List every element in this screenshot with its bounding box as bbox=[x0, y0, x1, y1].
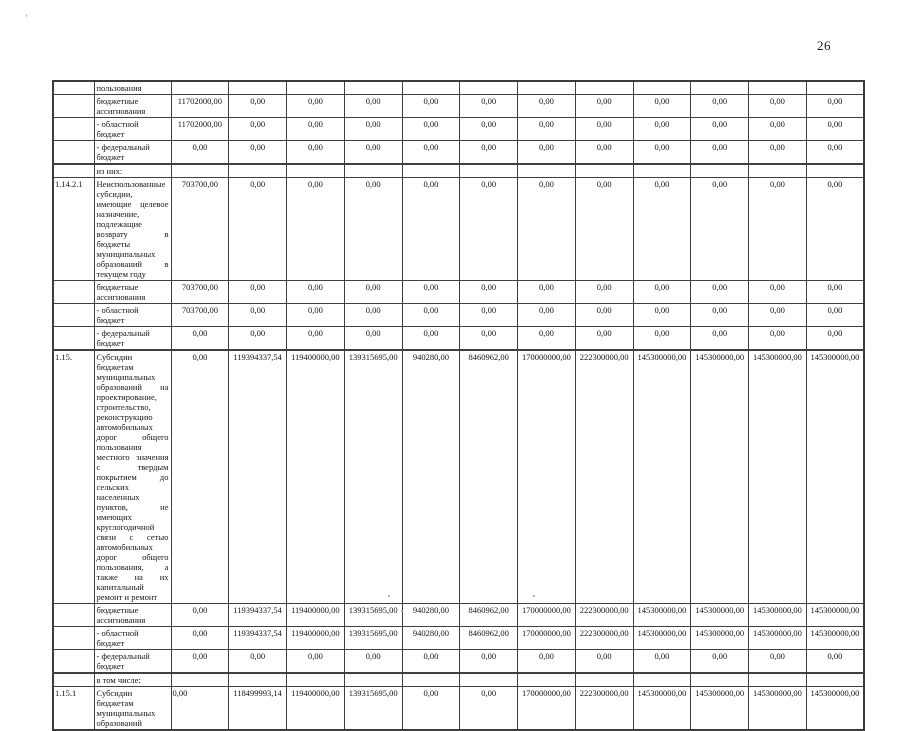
value-cell: 0,00 bbox=[402, 95, 460, 118]
value-cell: 145300000,00 bbox=[749, 604, 807, 627]
row-label-cell: бюджетные ассигнования bbox=[94, 95, 171, 118]
value-cell: 145300000,00 bbox=[633, 687, 691, 731]
value-cell: 703700,00 bbox=[171, 178, 229, 281]
value-cell: 0,00 bbox=[691, 304, 749, 327]
row-number-cell: 1.14.2.1 bbox=[53, 178, 94, 281]
value-cell: 0,00 bbox=[633, 95, 691, 118]
row-label-cell: бюджетные ассигнования bbox=[94, 604, 171, 627]
table-row bbox=[53, 327, 864, 351]
value-cell: 0,00 bbox=[287, 95, 345, 118]
row-number-cell bbox=[53, 95, 94, 118]
value-cell: 0,00 bbox=[402, 118, 460, 141]
value-cell: 0,00 bbox=[806, 141, 864, 165]
row-label-cell: - федеральный бюджет bbox=[94, 327, 171, 351]
value-cell bbox=[633, 673, 691, 687]
value-cell: 170000000,00 bbox=[518, 627, 576, 650]
table-row bbox=[53, 350, 864, 604]
value-cell: 8460962,00 bbox=[460, 627, 518, 650]
value-cell: 139315695,00 bbox=[344, 627, 402, 650]
value-cell: 0,00 bbox=[402, 327, 460, 351]
value-cell: 0,00 bbox=[344, 281, 402, 304]
row-number-cell bbox=[53, 327, 94, 351]
value-cell: 0,00 bbox=[633, 118, 691, 141]
value-cell: 145300000,00 bbox=[691, 627, 749, 650]
value-cell: 0,00 bbox=[691, 327, 749, 351]
value-cell: 0,00 bbox=[344, 141, 402, 165]
value-cell: 0,00 bbox=[171, 627, 229, 650]
row-label-cell: - областной бюджет bbox=[94, 627, 171, 650]
value-cell bbox=[229, 81, 287, 95]
value-cell: 0,00 bbox=[749, 95, 807, 118]
value-cell: 170000000,00 bbox=[518, 350, 576, 604]
value-cell bbox=[691, 81, 749, 95]
value-cell: 0,00 bbox=[749, 141, 807, 165]
value-cell: 0,00 bbox=[171, 350, 229, 604]
value-cell: 0,00 bbox=[460, 304, 518, 327]
value-cell bbox=[287, 164, 345, 178]
value-cell: 0,00 bbox=[171, 141, 229, 165]
value-cell: 0,00 bbox=[633, 141, 691, 165]
value-cell: 145300000,00 bbox=[633, 604, 691, 627]
value-cell: 0,00 bbox=[229, 650, 287, 674]
value-cell: 170000000,00 bbox=[518, 687, 576, 731]
value-cell: 145300000,00 bbox=[749, 350, 807, 604]
value-cell bbox=[344, 673, 402, 687]
value-cell: 0,00 bbox=[344, 178, 402, 281]
value-cell: 145300000,00 bbox=[806, 687, 864, 731]
row-number-cell bbox=[53, 604, 94, 627]
value-cell: 940280,00 bbox=[402, 350, 460, 604]
table-row bbox=[53, 650, 864, 674]
value-cell bbox=[691, 673, 749, 687]
value-cell: 0,00 bbox=[460, 95, 518, 118]
value-cell bbox=[518, 164, 576, 178]
value-cell: 222300000,00 bbox=[575, 604, 633, 627]
value-cell: 0,00 bbox=[171, 650, 229, 674]
value-cell: 0,00 bbox=[691, 178, 749, 281]
value-cell: 119400000,00 bbox=[287, 350, 345, 604]
table-row bbox=[53, 687, 864, 731]
row-number-cell: 1.15.1 bbox=[53, 687, 94, 731]
table-row bbox=[53, 81, 864, 95]
value-cell: 145300000,00 bbox=[749, 687, 807, 731]
value-cell: 0,00 bbox=[460, 327, 518, 351]
value-cell: 0,00 bbox=[691, 281, 749, 304]
value-cell: 0,00 bbox=[575, 178, 633, 281]
row-number-cell bbox=[53, 141, 94, 165]
value-cell: 0,00 bbox=[287, 141, 345, 165]
value-cell: 0,00 bbox=[575, 327, 633, 351]
value-cell: 0,00 bbox=[402, 141, 460, 165]
value-cell bbox=[518, 673, 576, 687]
value-cell: 0,00 bbox=[402, 650, 460, 674]
value-cell bbox=[229, 673, 287, 687]
value-cell bbox=[344, 164, 402, 178]
row-label-cell: из них: bbox=[94, 164, 171, 178]
row-number-cell bbox=[53, 627, 94, 650]
value-cell: 0,00 bbox=[287, 327, 345, 351]
value-cell: 0,00 bbox=[575, 95, 633, 118]
scan-artifact bbox=[533, 595, 535, 597]
value-cell: 0,00 bbox=[749, 650, 807, 674]
value-cell: 11702000,00 bbox=[171, 95, 229, 118]
value-cell: 0,00 bbox=[518, 281, 576, 304]
value-cell: 0,00 bbox=[518, 95, 576, 118]
row-number-cell bbox=[53, 281, 94, 304]
value-cell: 0,00 bbox=[344, 650, 402, 674]
value-cell: 0,00 bbox=[806, 327, 864, 351]
value-cell: 0,00 bbox=[806, 118, 864, 141]
value-cell: 0,00 bbox=[575, 118, 633, 141]
value-cell: 0,00 bbox=[171, 327, 229, 351]
value-cell: 0,00 bbox=[633, 178, 691, 281]
value-cell bbox=[806, 164, 864, 178]
value-cell: 0,00 bbox=[575, 650, 633, 674]
value-cell: 0,00 bbox=[402, 178, 460, 281]
value-cell: 0,00 bbox=[749, 281, 807, 304]
value-cell: 119400000,00 bbox=[287, 627, 345, 650]
budget-table-body bbox=[53, 81, 864, 730]
row-number-cell bbox=[53, 650, 94, 674]
value-cell bbox=[171, 673, 229, 687]
value-cell bbox=[229, 164, 287, 178]
row-label-cell: - областной бюджет bbox=[94, 118, 171, 141]
value-cell: 222300000,00 bbox=[575, 687, 633, 731]
value-cell bbox=[287, 81, 345, 95]
value-cell: 119394337,54 bbox=[229, 350, 287, 604]
value-cell: 703700,00 bbox=[171, 304, 229, 327]
value-cell: 0,00 bbox=[806, 178, 864, 281]
value-cell: 0,00 bbox=[229, 281, 287, 304]
value-cell bbox=[287, 673, 345, 687]
row-number-cell: 1.15. bbox=[53, 350, 94, 604]
value-cell: 145300000,00 bbox=[691, 350, 749, 604]
value-cell: 0,00 bbox=[691, 650, 749, 674]
value-cell: 0,00 bbox=[749, 304, 807, 327]
value-cell: 222300000,00 bbox=[575, 627, 633, 650]
value-cell: 119394337,54 bbox=[229, 604, 287, 627]
value-cell: 0,00 bbox=[229, 118, 287, 141]
value-cell: 0,00 bbox=[460, 281, 518, 304]
value-cell: 11702000,00 bbox=[171, 118, 229, 141]
value-cell: 0,00 bbox=[402, 304, 460, 327]
value-cell: 0,00 bbox=[575, 304, 633, 327]
value-cell: 0,00 bbox=[229, 327, 287, 351]
value-cell: 145300000,00 bbox=[806, 627, 864, 650]
value-cell bbox=[402, 81, 460, 95]
value-cell: 940280,00 bbox=[402, 604, 460, 627]
value-cell: 145300000,00 bbox=[749, 627, 807, 650]
row-label-cell: Неиспользованные субсидии, имеющие целевое назначение, подлежащие возврату в бюджеты муниципальных образований в текущем году bbox=[94, 178, 171, 281]
table-row bbox=[53, 673, 864, 687]
value-cell: 0,00 bbox=[518, 327, 576, 351]
value-cell: 0,00 bbox=[806, 304, 864, 327]
value-cell: 0,00 bbox=[691, 141, 749, 165]
budget-table bbox=[52, 80, 865, 731]
value-cell: 139315695,00 bbox=[344, 687, 402, 731]
value-cell bbox=[575, 81, 633, 95]
row-number-cell bbox=[53, 673, 94, 687]
value-cell: 145300000,00 bbox=[691, 604, 749, 627]
table-row bbox=[53, 281, 864, 304]
value-cell: 0,00 bbox=[229, 304, 287, 327]
row-label-cell: в том числе: bbox=[94, 673, 171, 687]
table-row bbox=[53, 118, 864, 141]
value-cell: 0,00 bbox=[402, 281, 460, 304]
table-row bbox=[53, 604, 864, 627]
value-cell bbox=[402, 673, 460, 687]
value-cell: 170000000,00 bbox=[518, 604, 576, 627]
value-cell bbox=[575, 673, 633, 687]
value-cell bbox=[460, 81, 518, 95]
value-cell: 0,00 bbox=[460, 118, 518, 141]
value-cell: 0,00 bbox=[749, 118, 807, 141]
value-cell: 0,00 bbox=[287, 650, 345, 674]
value-cell bbox=[806, 81, 864, 95]
value-cell: 0,00 bbox=[171, 604, 229, 627]
table-row bbox=[53, 178, 864, 281]
row-label-cell: Субсидии бюджетам муниципальных образований на проектирование, строительство, реконструкцию автомобильных дорог общего пользования местного значения с твердым покрытием до сельских населенных пунктов, не имеющих круглогодичной связи с сетью автомобильных дорог общего пользования, а также на их капитальный ремонт и ремонт bbox=[94, 350, 171, 604]
value-cell: 118499993,14 bbox=[229, 687, 287, 731]
value-cell: 0,00 bbox=[229, 141, 287, 165]
value-cell: 0,00 bbox=[633, 327, 691, 351]
row-label-cell: Субсидии бюджетам муниципальных образований bbox=[94, 687, 171, 731]
value-cell: 0,00 bbox=[518, 304, 576, 327]
value-cell: 0,00 bbox=[575, 281, 633, 304]
row-label-cell: - областной бюджет bbox=[94, 304, 171, 327]
value-cell bbox=[344, 81, 402, 95]
value-cell: 0,00 bbox=[460, 687, 518, 731]
scan-artifact bbox=[401, 610, 403, 612]
value-cell: 119400000,00 bbox=[287, 687, 345, 731]
table-row bbox=[53, 141, 864, 165]
value-cell: 222300000,00 bbox=[575, 350, 633, 604]
value-cell: 0,00 bbox=[518, 178, 576, 281]
row-number-cell bbox=[53, 164, 94, 178]
value-cell: 0,00 bbox=[344, 327, 402, 351]
value-cell: 0,00 bbox=[518, 650, 576, 674]
value-cell: 0,00 bbox=[633, 304, 691, 327]
value-cell: 0,00 bbox=[460, 650, 518, 674]
value-cell: 0,00 bbox=[575, 141, 633, 165]
value-cell bbox=[749, 164, 807, 178]
value-cell: 940280,00 bbox=[402, 627, 460, 650]
value-cell: 0,00 bbox=[806, 95, 864, 118]
value-cell bbox=[460, 673, 518, 687]
value-cell: 145300000,00 bbox=[633, 627, 691, 650]
row-number-cell bbox=[53, 81, 94, 95]
scan-artifact bbox=[388, 595, 390, 597]
value-cell: 0,00 bbox=[691, 118, 749, 141]
value-cell bbox=[633, 81, 691, 95]
page-number: 26 bbox=[817, 38, 831, 53]
value-cell bbox=[518, 81, 576, 95]
value-cell: 0,00 bbox=[460, 141, 518, 165]
value-cell: 0,00 bbox=[344, 95, 402, 118]
value-cell: 0,00 bbox=[287, 118, 345, 141]
table-row bbox=[53, 304, 864, 327]
row-label-cell: бюджетные ассигнования bbox=[94, 281, 171, 304]
value-cell: 0,00 bbox=[806, 281, 864, 304]
value-cell: 145300000,00 bbox=[691, 687, 749, 731]
scan-artifact: ' bbox=[23, 12, 29, 25]
value-cell: 145300000,00 bbox=[806, 350, 864, 604]
table-row bbox=[53, 627, 864, 650]
value-cell: 0,00 bbox=[518, 141, 576, 165]
value-cell: 0,00 bbox=[287, 178, 345, 281]
value-cell bbox=[749, 81, 807, 95]
value-cell bbox=[691, 164, 749, 178]
value-cell: 0,00 bbox=[633, 281, 691, 304]
value-cell: 0,00 bbox=[749, 178, 807, 281]
table-row bbox=[53, 164, 864, 178]
value-cell: 119400000,00 bbox=[287, 604, 345, 627]
table-row bbox=[53, 95, 864, 118]
value-cell: 0,00 bbox=[287, 281, 345, 304]
value-cell: 145300000,00 bbox=[633, 350, 691, 604]
value-cell: 0,00 bbox=[402, 687, 460, 731]
value-cell: 0,00 bbox=[749, 327, 807, 351]
value-cell: 0,00 bbox=[806, 650, 864, 674]
value-cell bbox=[402, 164, 460, 178]
value-cell: 0,00 bbox=[344, 118, 402, 141]
value-cell bbox=[749, 673, 807, 687]
value-cell bbox=[806, 673, 864, 687]
value-cell: 0,00 bbox=[229, 178, 287, 281]
value-cell bbox=[460, 164, 518, 178]
value-cell bbox=[575, 164, 633, 178]
value-cell bbox=[633, 164, 691, 178]
value-cell: 139315695,00 bbox=[344, 350, 402, 604]
value-cell: 0,00 bbox=[633, 650, 691, 674]
value-cell: 0,00 bbox=[460, 178, 518, 281]
value-cell: 8460962,00 bbox=[460, 350, 518, 604]
row-number-cell bbox=[53, 118, 94, 141]
value-cell: 139315695,00 bbox=[344, 604, 402, 627]
row-label-cell: - федеральный бюджет bbox=[94, 141, 171, 165]
value-cell: 119394337,54 bbox=[229, 627, 287, 650]
value-cell: 0,00 bbox=[344, 304, 402, 327]
value-cell bbox=[171, 164, 229, 178]
value-cell: 0,00 bbox=[171, 687, 229, 731]
row-label-cell: пользования bbox=[94, 81, 171, 95]
value-cell: 703700,00 bbox=[171, 281, 229, 304]
value-cell: 0,00 bbox=[287, 304, 345, 327]
value-cell: 8460962,00 bbox=[460, 604, 518, 627]
value-cell: 0,00 bbox=[518, 118, 576, 141]
value-cell: 0,00 bbox=[229, 95, 287, 118]
value-cell: 145300000,00 bbox=[806, 604, 864, 627]
value-cell bbox=[171, 81, 229, 95]
value-cell: 0,00 bbox=[691, 95, 749, 118]
row-label-cell: - федеральный бюджет bbox=[94, 650, 171, 674]
row-number-cell bbox=[53, 304, 94, 327]
